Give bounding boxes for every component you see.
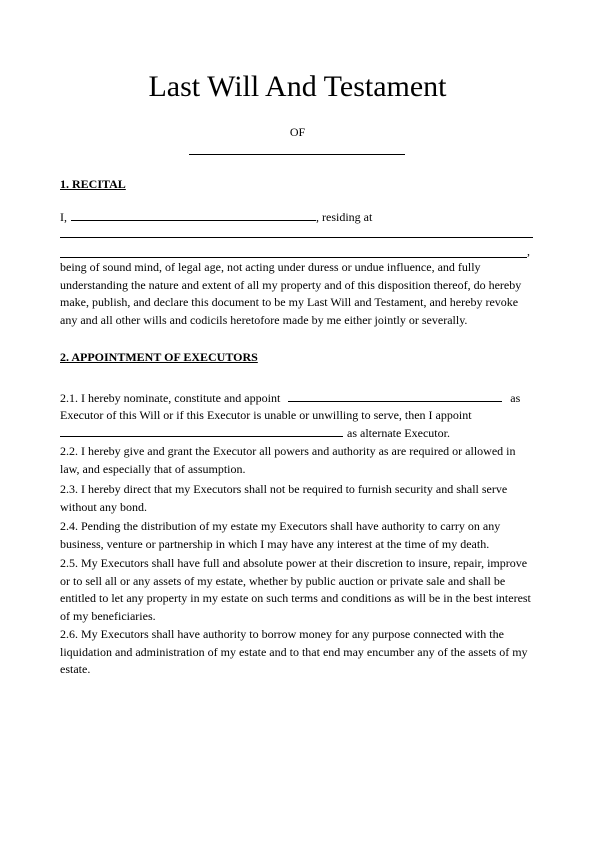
clause-2-1-line-2: Executor of this Will or if this Executor is unable or unwilling to serve, then I appoint <box>60 408 472 422</box>
executor-name-blank[interactable] <box>288 390 502 402</box>
clause-2-1-line-1 <box>60 390 520 406</box>
alternate-executor-name-blank[interactable] <box>60 425 343 437</box>
of-label: OF <box>289 125 306 139</box>
testator-full-name-blank[interactable] <box>71 209 316 221</box>
clause-2-3: 2.3. I hereby direct that my Executors shall not be required to furnish security and shall serve without any bond. <box>60 482 508 514</box>
address-blank-line-2[interactable] <box>60 257 527 258</box>
clause-2-2: 2.2. I hereby give and grant the Executor all powers and authority as are required or allowed in law, and especially that of assumption. <box>60 444 516 476</box>
address-comma: , <box>527 244 530 258</box>
recital-heading: 1. RECITAL <box>60 177 126 191</box>
clause-2-1-alternate: as alternate Executor. <box>347 426 450 440</box>
clause-2-1-as: as <box>510 391 521 405</box>
clause-2-1-prefix: 2.1. I hereby nominate, constitute and appoint <box>60 391 281 405</box>
testator-name-blank[interactable] <box>189 154 405 155</box>
address-blank-line-1[interactable] <box>60 237 533 238</box>
recital-residing: , residing at <box>316 210 373 224</box>
recital-name-line <box>60 209 372 225</box>
clause-2-6: 2.6. My Executors shall have authority to borrow money for any purpose connected with the liquidation and administration of my estate and to that end may encumber any of the assets of my estate. <box>60 627 528 676</box>
clause-2-5: 2.5. My Executors shall have full and absolute power at their discretion to insure, repair, improve or to sell all or any assets of my estate, whether by public auction or private sale and shall be entitled to let any property in my estate on such terms and conditions as will be in the best interest of my beneficiaries. <box>60 556 531 623</box>
clause-2-1-line-3 <box>60 425 450 441</box>
recital-body: being of sound mind, of legal age, not acting under duress or undue influence, and fully understanding the nature and extent of all my property and of this disposition thereof, do hereby make, publish, and declare this document to be my Last Will and Testament, and hereby revoke any and all other wills and codicils heretofore made by me either jointly or severally. <box>60 260 522 327</box>
executors-heading: 2. APPOINTMENT OF EXECUTORS <box>60 350 258 364</box>
recital-prefix: I, <box>60 210 67 224</box>
clause-2-4: 2.4. Pending the distribution of my estate my Executors shall have authority to carry on any business, venture or partnership in which I may have any interest at the time of my death. <box>60 519 501 551</box>
document-title: Last Will And Testament <box>148 70 447 103</box>
